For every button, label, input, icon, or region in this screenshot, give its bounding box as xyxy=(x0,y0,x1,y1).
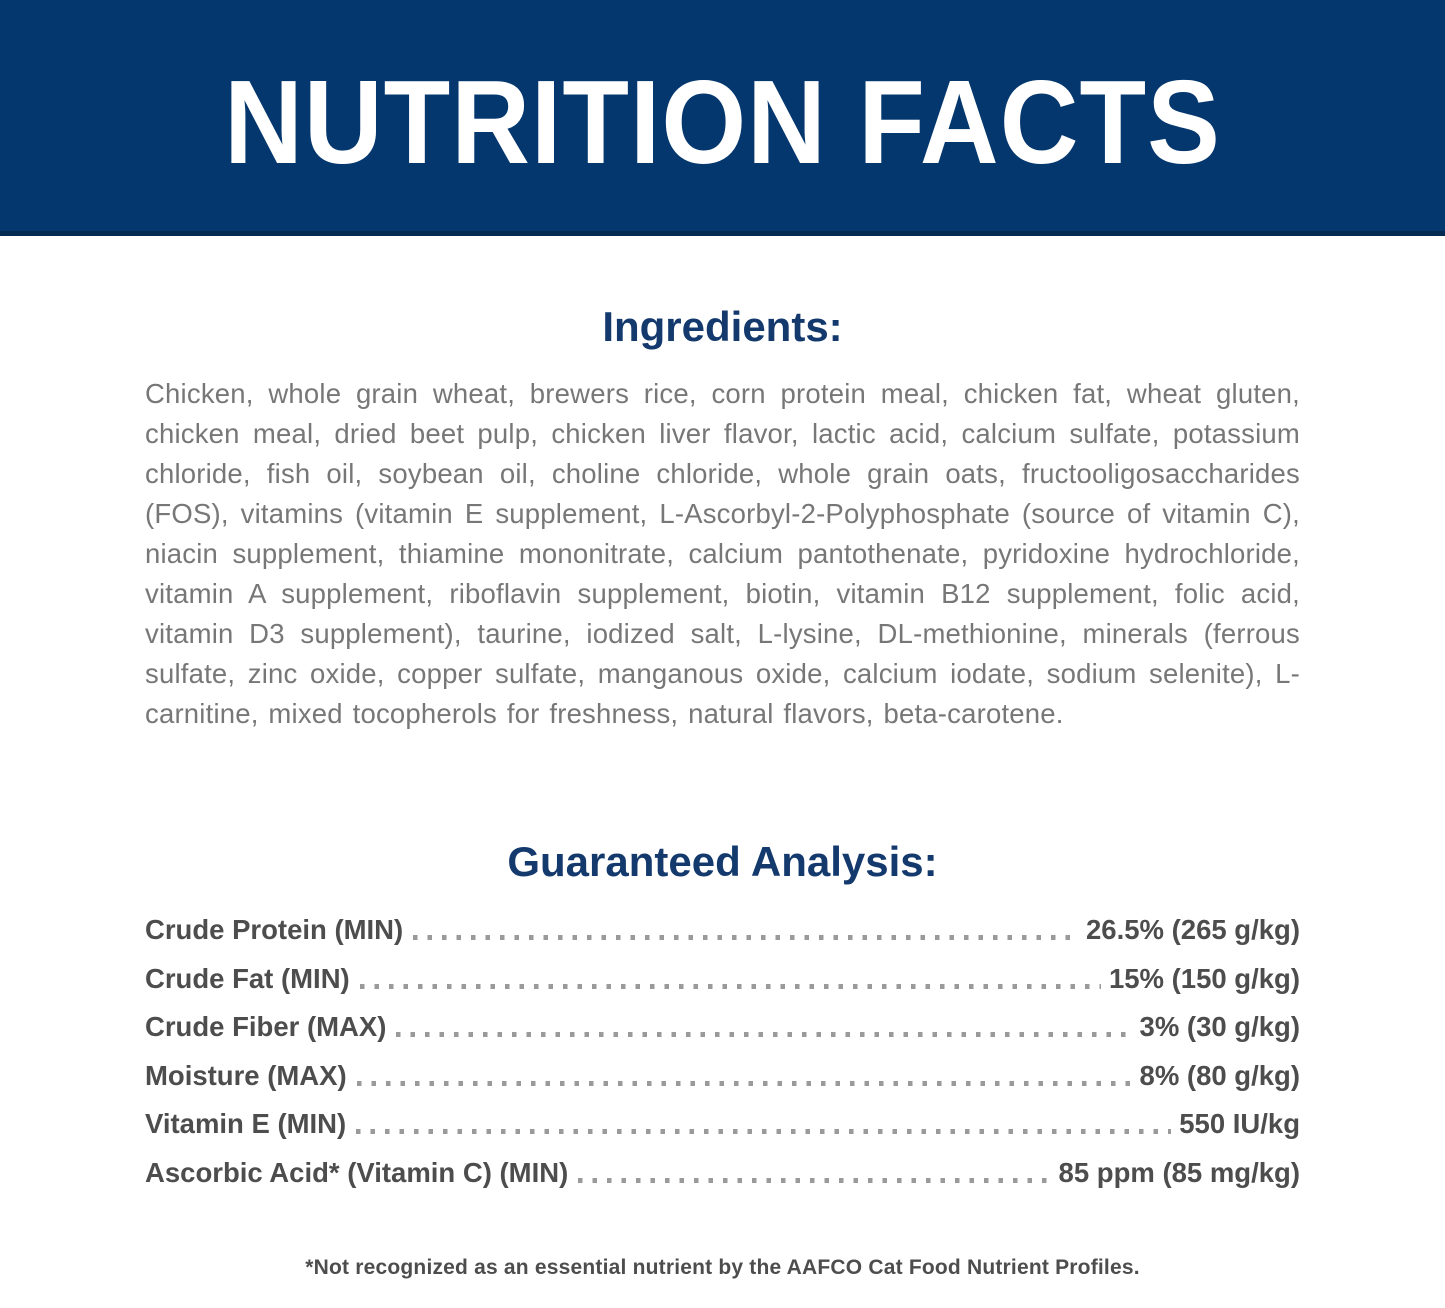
analysis-row xyxy=(145,1107,1300,1141)
analysis-value: 26.5% (265 g/kg) xyxy=(1086,914,1300,945)
dotted-leader xyxy=(396,1032,1131,1037)
analysis-row xyxy=(145,1059,1300,1093)
ingredients-text: Chicken, whole grain wheat, brewers rice, corn protein meal, chicken fat, wheat gluten, chicken meal, dried beet pulp, chicken liver flavor, lactic acid, calcium sulfate, potassium chloride, fish oil, soybean oil, choline chloride, whole grain oats, fructooligosaccharides (FOS), vitamins (vitamin E supplement, L-Ascorbyl-2-Polyphosphate (source of vitamin C), niacin supplement, thiamine mononitrate, calcium pantothenate, pyridoxine hydrochloride, vitamin A supplement, riboflavin supplement, biotin, vitamin B12 supplement, folic acid, vitamin D3 supplement), taurine, iodized salt, L-lysine, DL-methionine, minerals (ferrous sulfate, zinc oxide, copper sulfate, manganous oxide, calcium iodate, sodium selenite), L-carnitine, mixed tocopherols for freshness, natural flavors, beta-carotene. xyxy=(145,378,1300,729)
guaranteed-analysis-heading: Guaranteed Analysis: xyxy=(507,838,938,885)
banner-title: NUTRITION FACTS xyxy=(224,54,1221,189)
dotted-leader xyxy=(578,1178,1050,1183)
analysis-label: Crude Protein (MIN) xyxy=(145,914,404,945)
analysis-row xyxy=(145,1010,1300,1044)
analysis-label: Crude Fiber (MAX) xyxy=(145,1011,387,1042)
label-content xyxy=(0,303,1445,1280)
analysis-label: Crude Fat (MIN) xyxy=(145,962,350,994)
analysis-value: 8% (80 g/kg) xyxy=(1139,1059,1300,1091)
analysis-row xyxy=(145,1156,1300,1190)
analysis-label: Vitamin E (MIN) xyxy=(145,1108,347,1139)
analysis-row xyxy=(145,962,1300,996)
analysis-value: 3% (30 g/kg) xyxy=(1139,1011,1300,1042)
dotted-leader xyxy=(360,984,1101,989)
analysis-value: 15% (150 g/kg) xyxy=(1108,962,1300,994)
analysis-row xyxy=(145,913,1300,947)
analysis-value: 85 ppm (85 mg/kg) xyxy=(1058,1156,1300,1188)
nutrition-facts-banner xyxy=(0,0,1445,236)
ingredients-heading: Ingredients: xyxy=(602,303,843,350)
dotted-leader xyxy=(356,1129,1171,1134)
analysis-label: Moisture (MAX) xyxy=(145,1059,347,1091)
footnote: *Not recognized as an essential nutrient by the AAFCO Cat Food Nutrient Profiles. xyxy=(305,1255,1140,1279)
analysis-list xyxy=(145,913,1300,1190)
analysis-value: 550 IU/kg xyxy=(1179,1108,1300,1139)
dotted-leader xyxy=(357,1081,1132,1086)
dotted-leader xyxy=(413,935,1078,940)
analysis-label: Ascorbic Acid* (Vitamin C) (MIN) xyxy=(145,1156,569,1188)
